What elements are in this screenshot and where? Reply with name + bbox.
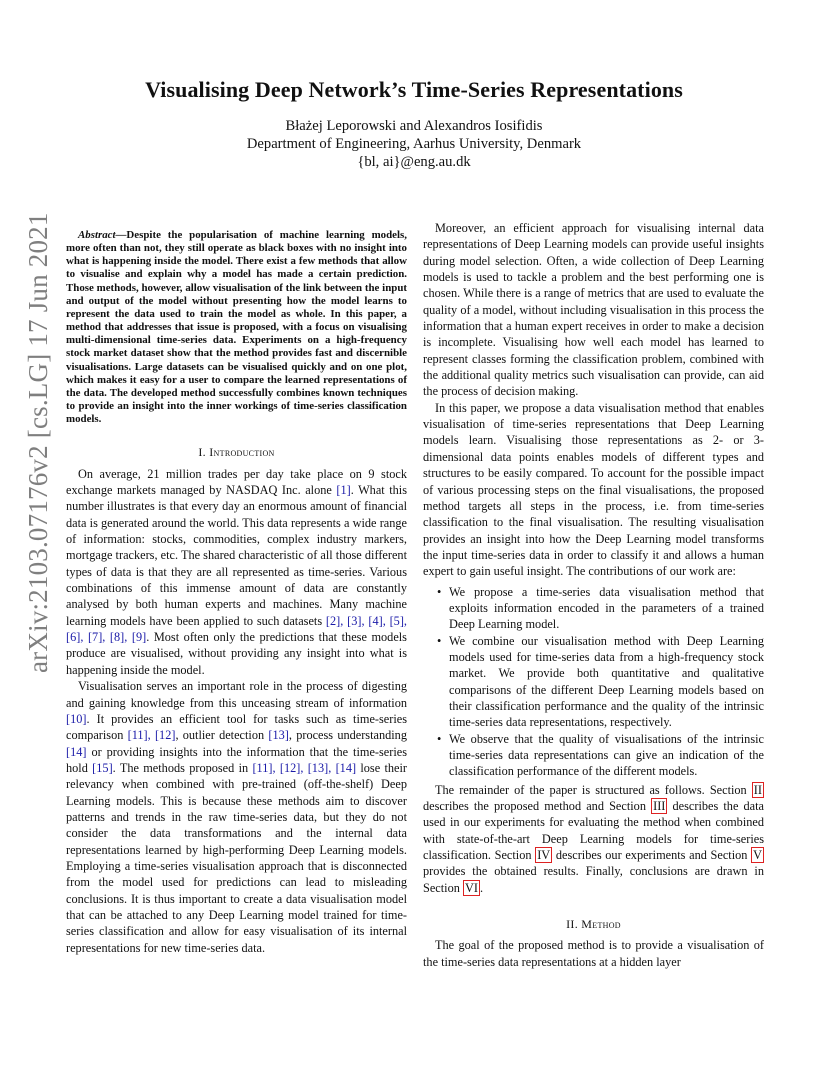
text-run: . The methods proposed in	[112, 760, 253, 775]
list-item: • We propose a time-series data visualisation method that exploits information encoded in the parameters of a trained Deep Learning model.	[449, 584, 764, 633]
section-link-vi[interactable]: VI	[464, 880, 478, 895]
intro-paragraph-5	[423, 782, 764, 896]
contributions-list	[423, 584, 764, 780]
abstract	[66, 229, 407, 426]
text-run: . Most often only the predictions that these models produce are visualised, without providing any insight into what is happening inside the model.	[66, 630, 407, 677]
text-run: provides the obtained results. Finally, conclusions are drawn in Section	[423, 864, 764, 895]
text-run: or providing insights into the information that the time-series hold	[66, 744, 407, 775]
author-email[interactable]: {bl, ai}@eng.au.dk	[357, 154, 471, 170]
citation-link[interactable]: [10]	[66, 711, 87, 726]
text-run: Visualisation serves an important role in the process of digesting and gaining knowledge from this unceasing stream of information	[66, 679, 407, 710]
text-run: lose their relevancy when combined with pre-trained (off-the-shelf) Deep Learning models. This is because these methods aim to discover patterns and trends in the raw time-series data, but they do not consider the data transformations and the internal data representations learned by high-performing Deep Learning models. Employing a time-series visualisation approach that is disconnected from the model used for predictions can lead to misleading conclusions. It is thus important to create a data visualisation model that can be attached to any Deep Learning model trained for time-series classification and allow for easy visualisation of its internal representations for new time-series data.	[66, 760, 407, 955]
citation-link[interactable]: [1]	[336, 483, 351, 498]
citation-link[interactable]: [14]	[66, 744, 87, 759]
section-link-v[interactable]: V	[753, 848, 762, 863]
text-run: describes our experiments and Section	[552, 848, 752, 863]
section-heading-method: II. Method	[566, 917, 621, 932]
section-heading-introduction: I. Introduction	[198, 445, 275, 460]
author-affiliation: Department of Engineering, Aarhus University, Denmark	[246, 136, 582, 152]
author-block	[0, 117, 828, 171]
citation-link[interactable]: [15]	[92, 760, 113, 775]
intro-paragraph-1	[66, 466, 407, 678]
left-column	[66, 229, 407, 956]
text-run: .	[479, 880, 484, 895]
abstract-label: Abstract	[78, 229, 116, 241]
text-run: On average, 21 million trades per day take place on 9 stock exchange markets managed by NASDAQ Inc. alone	[66, 466, 407, 498]
section-link-iv[interactable]: IV	[537, 848, 551, 863]
arxiv-identifier[interactable]: arXiv:2103.07176v2 [cs.LG] 17 Jun 2021	[23, 212, 53, 673]
paper-title: Visualising Deep Network’s Time-Series Representations	[145, 77, 683, 102]
intro-paragraph-3: Moreover, an efficient approach for visualising internal data representations of Deep Learning models can provide useful insights during model selection. Often, a wide collection of Deep Learning models is used to tackle a problem and the best performing one is chosen. While there is a range of metrics that are used to evaluate the quality of a model, without including visualisation in this process the information that a human expert receives in order to make a decision is incomplete. Visualising how well each model has learned to represent classes forming the classification problem, combined with the additional quality metrics such visualisation can provide, can aid the process of decision making.	[423, 221, 764, 399]
intro-paragraph-2	[66, 678, 407, 956]
text-run: , process understanding	[288, 728, 407, 743]
text-run: . It provides an efficient tool for tasks such as time-series comparison	[66, 711, 407, 743]
text-run: The remainder of the paper is structured as follows. Section	[435, 782, 752, 797]
list-item: • We combine our visualisation method with Deep Learning models used for time-series data from a high-frequency stock market. We provide both quantitative and qualitative comparisons of the different Deep Learning models based on their classification performance and the quality of the intrinsic time-series data representations, respectively.	[449, 633, 764, 731]
text-run: . What this number illustrates is that every day an enormous amount of financial data is generated around the world. This data represents a wide range of information: stocks, commodities, complex industry markers, mortgage trackers, etc. The shared characteristic of all those different types of data is that they are all represented as time-series. Various combinations of this immense amount of data are constantly analysed by both human experts and machines. Many machine learning models have been applied to such datasets	[66, 483, 407, 628]
citation-link[interactable]: [13]	[268, 728, 289, 743]
citation-link[interactable]: [11], [12]	[127, 728, 176, 743]
intro-paragraph-4: In this paper, we propose a data visualisation method that enables visualisation of time-series representations that Deep Learning models learn. Visualising those representations as 2- or 3-dimensional data points enables models of different types and structures to be easily compared. To account for the possible impact of various processing steps on the final visualisations, the proposed method targets all steps in the process, i.e. from time-series classification to the final visualisation. The resulting visualisation provides an insight into how the Deep Learning model transforms the input time-series data in order to classify it and allows a human expert to gain useful insight. The contributions of our work are:	[423, 400, 764, 579]
abstract-text: —Despite the popularisation of machine learning models, more often than not, they still operate as black boxes with no insight into what is happening inside the model. There exist a few methods that allow to visualise and explain why a model has made a certain prediction. Those methods, however, allow visualisation of the link between the input and output of the model without presenting how the model learns to represent the data used to train the model as whole. In this paper, a method that addresses that issue is proposed, with a focus on visualising multi-dimensional time-series data. Experiments on a high-frequency stock market dataset show that the method provides fast and discernible visualisations. Large datasets can be visualised quickly and on one plot, which makes it easy for a user to compare the learned representations of the data. The developed method successfully combines known techniques to provide an insight into the inner workings of time-series classification models.	[66, 229, 407, 426]
text-run: describes the proposed method and Section	[423, 799, 652, 814]
section-link-ii[interactable]: II	[753, 782, 762, 797]
right-column	[423, 220, 764, 970]
text-run: describes the data used in our experiments for evaluating the method when combined with state-of-the-art Deep Learning models for time-series classification. Section	[423, 799, 765, 863]
author-names: Błażej Leporowski and Alexandros Iosifidis	[285, 118, 543, 134]
list-item: • We observe that the quality of visualisations of the intrinsic time-series data representations can give an indication of the classification performance of the different models.	[449, 731, 764, 780]
citation-link[interactable]: [2], [3], [4], [5], [6], [7], [8], [9]	[66, 613, 407, 645]
text-run: , outlier detection	[175, 728, 269, 743]
citation-link[interactable]: [11], [12], [13], [14]	[252, 760, 357, 775]
method-paragraph-1: The goal of the proposed method is to provide a visualisation of the time-series data representations at a hidden layer	[423, 938, 764, 969]
section-link-iii[interactable]: III	[653, 799, 666, 814]
